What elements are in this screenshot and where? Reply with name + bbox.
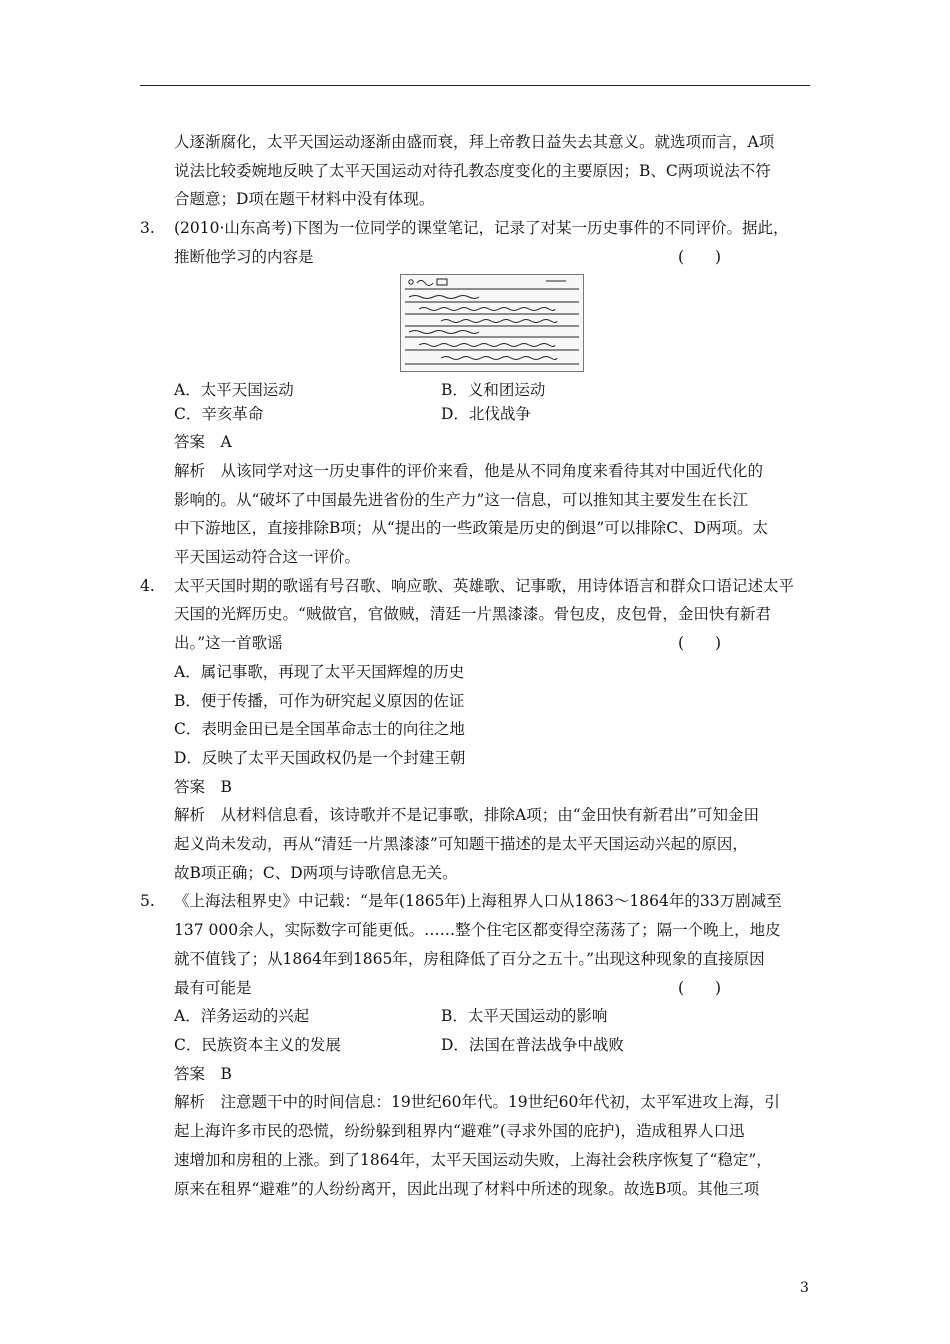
options-row (140, 1031, 820, 1060)
analysis-line: 解析 从材料信息看，该诗歌并不是记事歌，排除A项；由“金田快有新君出”可知金田 (174, 806, 760, 825)
option-a: A．太平天国运动 (174, 380, 294, 399)
analysis-line: 解析 注意题干中的时间信息：19世纪60年代。19世纪60年代初，太平军进攻上海，引 (174, 1093, 780, 1112)
option-a: A．洋务运动的兴起 (174, 1007, 310, 1026)
question-stem-line: 4. 太平天国时期的歌谣有号召歌、响应歌、英雄歌、记事歌，用诗体语言和群众口语记述太平 (140, 572, 820, 601)
answer-blank: ( ) (678, 247, 722, 266)
handwritten-notes-image (401, 275, 583, 371)
analysis-line: 平天国运动符合这一评价。 (174, 548, 361, 567)
answer-blank: ( ) (678, 978, 722, 997)
question-number: 5. (140, 892, 155, 911)
scribble-mark (417, 280, 433, 285)
scribble-mark (409, 279, 413, 283)
question-3 (140, 214, 820, 572)
analysis-line: 原来在租界“避难”的人纷纷离开，因此出现了材料中所述的现象。故选B项。其他三项 (174, 1179, 760, 1198)
header-rule (140, 85, 810, 86)
intro-paragraph (140, 128, 820, 214)
option-b: B．便于传播，可作为研究起义原因的佐证 (174, 691, 465, 710)
analysis-line: 影响的。从“破坏了中国最先进省份的生产力”这一信息，可以推知其主要发生在长江 (174, 490, 748, 509)
options-row (140, 400, 820, 429)
analysis-line: 中下游地区，直接排除B项；从“提出的一些政策是历史的倒退”可以排除C、D两项。太 (174, 519, 769, 538)
option-c: C．民族资本主义的发展 (174, 1035, 341, 1054)
option-d: D．法国在普法战争中战败 (441, 1035, 624, 1054)
option-c: C．辛亥革命 (174, 404, 264, 423)
answer-line: 答案 A (174, 433, 232, 452)
question-stem-line: 天国的光辉历史。“贼做官，官做贼，清廷一片黑漆漆。骨包皮，皮包骨，金田快有新君 (174, 605, 771, 624)
option-a: A．属记事歌，再现了太平天国辉煌的历史 (174, 662, 465, 681)
analysis-line: 故B项正确；C、D两项与诗歌信息无关。 (174, 863, 458, 882)
analysis-line: 起义尚未发动，再从“清廷一片黑漆漆”可知题干描述的是太平天国运动兴起的原因， (174, 835, 748, 854)
option-b: B．义和团运动 (441, 380, 546, 399)
analysis-line: 解析 从该同学对这一历史事件的评价来看，他是从不同角度来看待其对中国近代化的 (174, 461, 764, 480)
answer-line: 答案 B (174, 777, 232, 796)
page-content (140, 128, 820, 1203)
question-stem-line: 3. (2010·山东高考)下图为一位同学的课堂笔记，记录了对某一历史事件的不同评价。据此， (140, 214, 820, 243)
option-b: B．太平天国运动的影响 (441, 1007, 608, 1026)
question-stem-line: 就不值钱了；从1864年到1865年，房租降低了百分之五十。”出现这种现象的直接原因 (174, 949, 765, 968)
option-d: D．反映了太平天国政权仍是一个封建王朝 (174, 748, 466, 767)
answer-line: 答案 B (174, 1064, 232, 1083)
analysis-line: 起上海许多市民的恐慌，纷纷躲到租界内“避难”(寻求外国的庇护)，造成租界人口迅 (174, 1122, 745, 1141)
scribble-mark (437, 279, 447, 285)
question-number: 3. (140, 219, 155, 238)
question-stem-line: 137 000余人，实际数字可能更低。……整个住宅区都变得空荡荡了；隔一个晚上，地皮 (174, 921, 781, 940)
analysis-line: 速增加和房租的上涨。到了1864年，太平天国运动失败，上海社会秩序恢复了“稳定”， (174, 1150, 772, 1169)
answer-blank: ( ) (678, 634, 722, 653)
question-4 (140, 572, 820, 888)
option-d: D．北伐战争 (441, 404, 531, 423)
option-c: C．表明金田已是全国革命志士的向往之地 (174, 720, 465, 739)
text-line: 合题意；D项在题干材料中没有体现。 (174, 190, 435, 209)
text-line: 人逐渐腐化，太平天国运动逐渐由盛而衰，拜上帝教日益失去其意义。就选项而言，A项 (174, 133, 775, 151)
options-row (140, 1002, 820, 1031)
question-5 (140, 887, 820, 1203)
text-line: 说法比较委婉地反映了太平天国运动对待孔教态度变化的主要原因；B、C两项说法不符 (174, 161, 771, 180)
options-row (140, 378, 820, 400)
question-stem-line: 推断他学习的内容是 ( ) (140, 243, 820, 272)
page-number: 3 (800, 1280, 809, 1296)
question-stem-line: 5. 《上海法租界史》中记载：“是年(1865年)上海租界人口从1863～1864年的33万剧减至 (140, 887, 820, 916)
handwritten-notes-figure (400, 274, 584, 372)
question-number: 4. (140, 576, 155, 595)
question-stem-line: 出。”这一首歌谣 ( ) (140, 629, 820, 658)
question-stem-line: 最有可能是 ( ) (140, 974, 820, 1003)
